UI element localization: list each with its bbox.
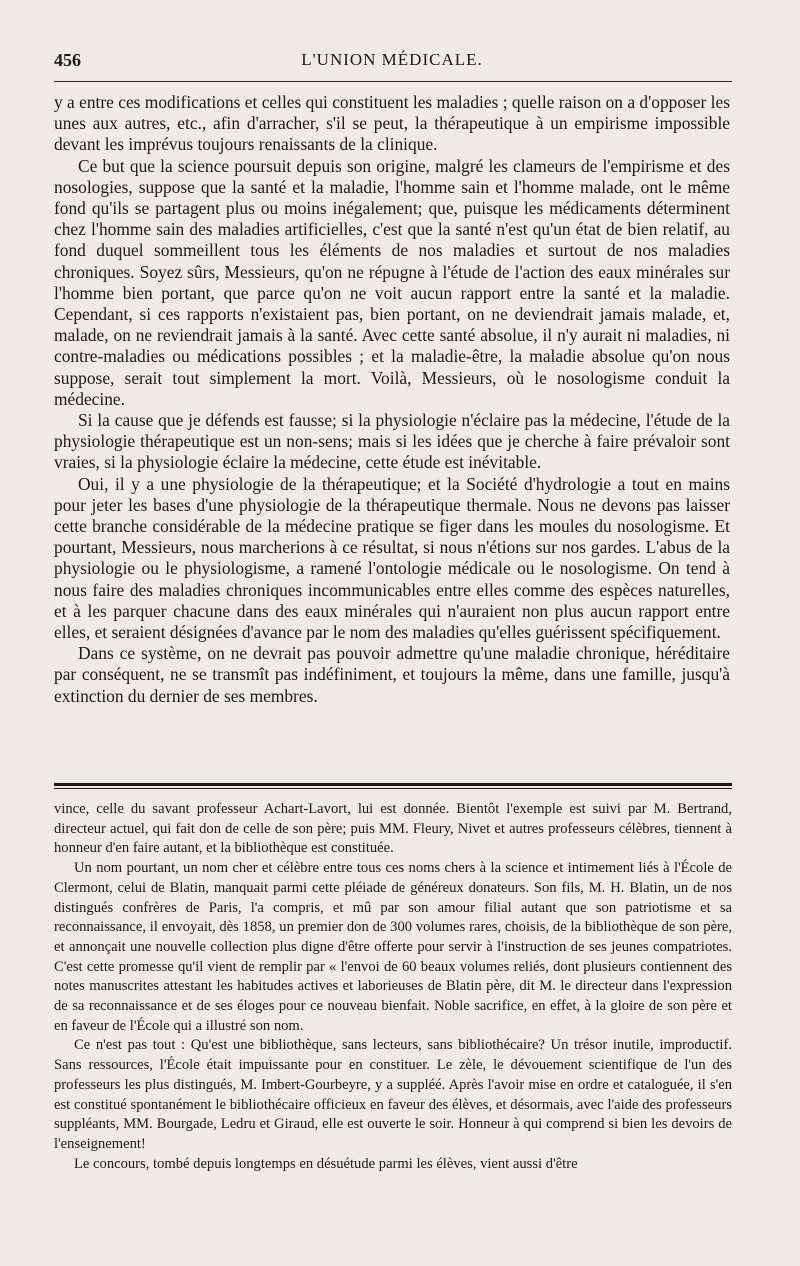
footnote-paragraph: Un nom pourtant, un nom cher et célèbre entre tous ces noms chers à la science et intimement liés à l'École de Clermont, celui de Blatin, manquait parmi cette pléiade de généreux donateurs. Son fils, M. H. Blatin, un de nos distingués confrères de Paris, l'a compris, et mû par son amour filial autant que son patriotisme et sa reconnaissance, il envoyait, dès 1858, un premier don de 300 volumes rares, choisis, de la bibliothèque de son père, et annonçait une nouvelle collection plus digne d'être offerte pour servir à l'instruction de ses jeunes compatriotes. C'est cette promesse qu'il vient de remplir par « l'envoi de 60 beaux volumes reliés, dont plusieurs contiennent des notes manuscrites attestant les habitudes actives et laborieuses de Blatin père, dit M. le directeur dans l'expression de sa reconnaissance et de ses éloges pour ce nouveau bienfait. Noble sacrifice, en effet, à la gloire de son père et en faveur de l'École qui a illustré son nom. [54,860,732,1034]
page-number: 456 [54,50,81,70]
header-rule [54,81,732,82]
page-header [54,50,730,72]
paragraph: Oui, il y a une physiologie de la thérapeutique; et la Société d'hydrologie a tout en mains pour jeter les bases d'une physiologie de la thérapeutique thermale. Nous ne devons pas laisser cette branche considérable de la médecine pratique se figer dans les moules du nosologisme. Et pourtant, Messieurs, nous marcherions à ce résultat, si nous n'étions sur nos gardes. L'abus de la physiologie ou le physiologisme, a ramené l'ontologie médicale ou le nosologisme. On tend à nous faire des maladies chroniques incommunicables entre elles comme des espèces naturelles, et à les parquer chacune dans des eaux minérales qui n'auraient non plus aucun rapport entre elles, et seraient désignées d'avance par le nom des maladies qu'elles guérissent spécifiquement. [54,473,730,643]
footnote-paragraph: Le concours, tombé depuis longtemps en désuétude parmi les élèves, vient aussi d'être [74,1155,578,1172]
paragraph: y a entre ces modifications et celles qui constituent les maladies ; quelle raison on a d'opposer les unes aux autres, etc., afin d'arracher, s'il se peut, la thérapeutique à un empirisme impossible devant les imprévus toujours renaissants de la clinique. [54,92,730,155]
main-text [54,92,730,707]
paragraph: Si la cause que je défends est fausse; si la physiologie n'éclaire pas la médecine, l'étude de la physiologie thérapeutique est un non-sens; mais si les idées que je cherche à faire prévaloir sont vraies, si la physiologie éclaire la médecine, cette étude est inévitable. [54,410,730,473]
footnote-paragraph: Ce n'est pas tout : Qu'est une bibliothèque, sans lecteurs, sans bibliothécaire? Un trésor inutile, improductif. Sans ressources, l'École était impuissante pour en constituer. Le zèle, le dévouement scientifique de l'un des professeurs les plus distingués, M. Imbert-Gourbeyre, y a suppléé. Après l'avoir mise en ordre et cataloguée, il s'en est constitué spontanément le bibliothécaire officieux en faveur des élèves, et désormais, avec l'aide des professeurs suppléants, MM. Bourgade, Ledru et Giraud, elle est ouverte le soir. Honneur à qui comprend si bien les devoirs de l'enseignement! [54,1037,732,1152]
paragraph: Dans ce système, on ne devrait pas pouvoir admettre qu'une maladie chronique, héréditaire par conséquent, ne se transmît pas indéfiniment, et toujours la même, dans une famille, jusqu'à extinction du dernier de ses membres. [54,643,730,706]
running-title: L'UNION MÉDICALE. [301,50,483,69]
footnote-separator [54,783,732,789]
paragraph: Ce but que la science poursuit depuis son origine, malgré les clameurs de l'empirisme et des nosologies, suppose que la santé et la maladie, l'homme sain et l'homme malade, ont le même fond qu'ils se partagent plus ou moins inégalement; que, puisque les médicaments déterminent chez l'homme sain des maladies artificielles, c'est que la santé n'est qu'un état de bien relatif, au fond duquel sommeillent tous les éléments de nos maladies et surtout de nos maladies chroniques. Soyez sûrs, Messieurs, qu'on ne répugne à l'étude de l'action des eaux minérales sur l'homme bien portant, que parce qu'on ne voit aucun rapport entre la santé et la maladie. Cependant, si ces rapports n'existaient pas, bien portant, on ne deviendrait jamais malade, et, malade, on ne reviendrait jamais à la santé. Avec cette santé absolue, il n'y aurait ni maladies, ni contre-maladies ou médications possibles ; et la maladie-être, la maladie absolue qu'on nous suppose, serait tout simplement la mort. Voilà, Messieurs, où le nosologisme conduit la médecine. [54,155,730,409]
footnote-text [54,800,732,1174]
footnote-paragraph: vince, celle du savant professeur Achart-Lavort, lui est donnée. Bientôt l'exemple est suivi par M. Bertrand, directeur actuel, qui fait don de celle de son père; puis MM. Fleury, Nivet et autres professeurs célèbres, tiennent à honneur d'en faire autant, et la bibliothèque est constituée. [54,801,732,857]
